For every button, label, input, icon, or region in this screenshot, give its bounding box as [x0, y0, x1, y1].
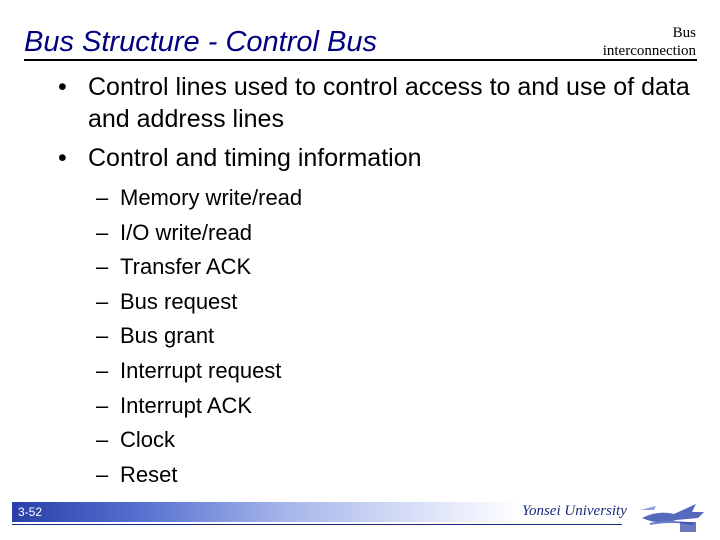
bullet-item [56, 142, 696, 174]
signal-text: Interrupt request [120, 357, 282, 383]
signal-item [96, 423, 302, 458]
slide-title: Bus Structure - Control Bus [24, 26, 377, 58]
signal-text: Bus grant [120, 323, 215, 349]
bullet-text: Control and timing information [88, 144, 422, 172]
title-underline [24, 59, 697, 61]
control-signal-list [96, 181, 302, 492]
dash-marker: – [96, 219, 109, 245]
dash-marker: – [96, 392, 109, 418]
footer-divider [12, 524, 622, 525]
signal-item [96, 354, 302, 389]
signal-item [96, 319, 302, 354]
signal-item [96, 250, 302, 285]
signal-text: Interrupt ACK [120, 392, 253, 418]
dash-marker: – [96, 461, 109, 487]
signal-item [96, 458, 302, 493]
main-bullet-list [56, 71, 696, 181]
section-label [603, 24, 696, 60]
dash-marker: – [96, 288, 109, 314]
signal-text: Transfer ACK [120, 254, 252, 280]
signal-text: I/O write/read [120, 219, 253, 245]
bullet-text: Control lines used to control access to and use of data and address lines [88, 73, 690, 133]
page-number: 3-52 [18, 505, 43, 519]
signal-item [96, 216, 302, 251]
dash-marker: – [96, 254, 109, 280]
dash-marker: – [96, 427, 109, 453]
section-label-line2: interconnection [602, 43, 696, 59]
signal-text: Reset [120, 461, 178, 487]
footer-gradient-bar [12, 502, 520, 522]
signal-text: Bus request [120, 288, 238, 314]
bullet-dot: • [58, 144, 67, 172]
bullet-dot: • [58, 73, 67, 101]
dash-marker: – [96, 357, 109, 383]
dash-marker: – [96, 323, 109, 349]
signal-text: Clock [120, 427, 176, 453]
signal-item [96, 389, 302, 424]
signal-item [96, 285, 302, 320]
university-logo-icon [636, 494, 708, 534]
section-label-line1: Bus [672, 25, 696, 41]
signal-item [96, 181, 302, 216]
signal-text: Memory write/read [120, 185, 303, 210]
university-name: Yonsei University [522, 503, 627, 519]
dash-marker: – [96, 185, 109, 210]
bullet-item [56, 71, 696, 135]
